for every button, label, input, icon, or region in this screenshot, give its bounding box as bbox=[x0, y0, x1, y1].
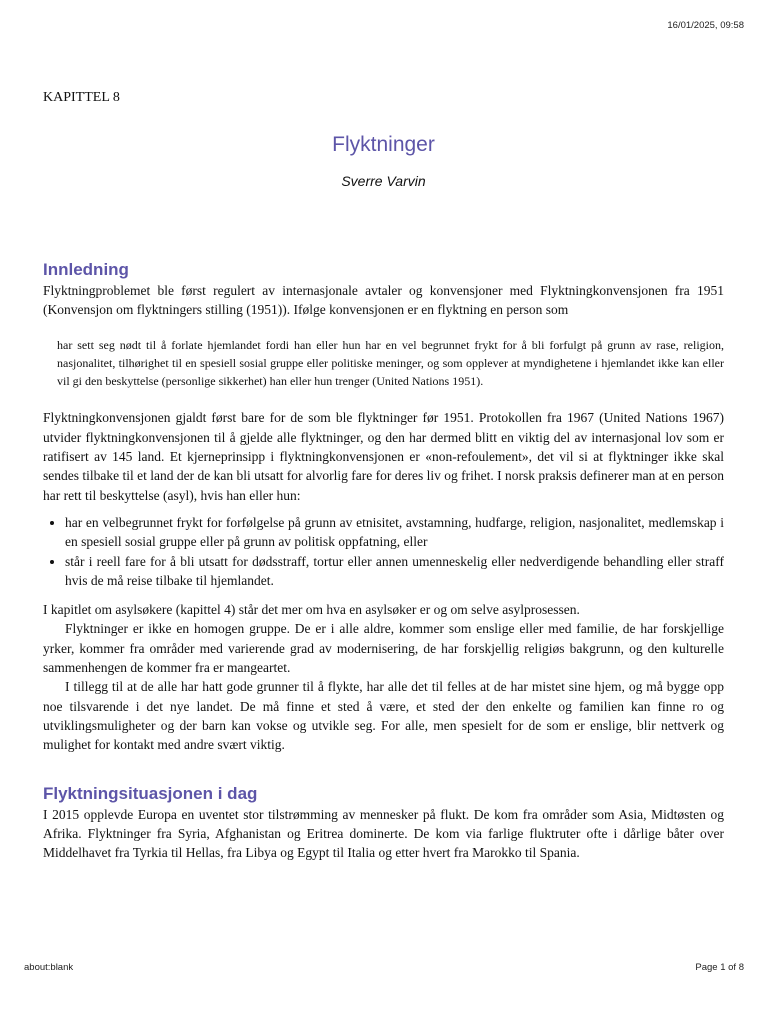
section-heading-innledning: Innledning bbox=[43, 259, 129, 279]
list-item: • har en velbegrunnet frykt for forfølgelse på grunn av etnisitet, avstamning, hudfarge, religion, nasjonalitet, medlemskap i en spesiell sosial gruppe eller på grunn av politisk oppfatning, eller bbox=[65, 513, 724, 552]
block-quote-definition: har sett seg nødt til å forlate hjemlandet fordi han eller hun har en vel begrunnet frykt for å bli forfulgt på grunn av rase, religion, nasjonalitet, tilhørighet til en spesiell sosial gruppe eller politiske meninger, og som opplever at myndighetene i hjemlandet ikke kan eller vil gi den beskyttelse (personlige sikkerhet) han eller hun trenger (United Nations 1951). bbox=[57, 338, 724, 389]
paragraph-intro: Flyktningproblemet ble først regulert av internasjonale avtaler og konvensjoner med Flyktningkonvensjonen fra 1951 (Konvensjon om flyktningers stilling (1951)). Ifølge konvensjonen er en flyktning en person som bbox=[43, 282, 724, 318]
chapter-label: KAPITTEL 8 bbox=[43, 90, 120, 105]
paragraph-asylum-reference: I kapitlet om asylsøkere (kapittel 4) står det mer om hva en asylsøker er og om selve asylprosessen. bbox=[43, 602, 580, 618]
paragraph-protocol: Flyktningkonvensjonen gjaldt først bare for de som ble flyktninger før 1951. Protokollen fra 1967 (United Nations 1967) utvider flyktningkonvensjonen til å gjelde alle flyktninger, og den har dermed blitt en viktig del av internasjonal lov som er ratifisert av 145 land. Et kjerneprinsipp i flyktningkonvensjonen er «non-refoulement», det vil si at flyktninger ikke skal sendes tilbake til et land der de kan bli utsatt for alvorlig fare for deres liv og frihet. I norsk praksis definerer man at en person har rett til beskyttelse (asyl), hvis han eller hun: bbox=[43, 410, 724, 503]
bullet-list-asylum-criteria bbox=[43, 513, 724, 590]
document-page bbox=[43, 88, 724, 862]
section-heading-situation-today: Flyktningsituasjonen i dag bbox=[43, 783, 258, 803]
author-name: Sverre Varvin bbox=[341, 172, 426, 189]
paragraph-heterogeneity: Flyktninger er ikke en homogen gruppe. De er i alle aldre, kommer som enslige eller med familie, de har forskjellige yrker, kommer fra områder med varierende grad av modernisering, de har forskjellig religiøs bakgrunn, og den kulturelle sammenhengen de kommer fra er mangeartet. bbox=[43, 621, 724, 676]
print-footer-url: about:blank bbox=[24, 962, 74, 973]
print-header-datetime: 16/01/2025, 09:58 bbox=[667, 20, 744, 31]
list-item: • står i reell fare for å bli utsatt for dødsstraff, tortur eller annen umenneskelig eller nedverdigende behandling eller straff hvis de må reise tilbake til hjemlandet. bbox=[65, 552, 724, 591]
paragraph-europe-2015: I 2015 opplevde Europa en uventet stor tilstrømming av mennesker på flukt. De kom fra områder som Asia, Midtøsten og Afrika. Flyktninger fra Syria, Afghanistan og Eritrea dominerte. De kom via farlige fluktruter ofte i dårlige båter over Middelhavet fra Tyrkia til Hellas, fra Libya og Egypt til Italia og etter hvert fra Marokko til Spania. bbox=[43, 806, 724, 861]
document-title: Flyktninger bbox=[332, 133, 435, 157]
paragraph-networks: I tillegg til at de alle har hatt gode grunner til å flykte, har alle det til felles at de har mistet sine hjem, og må bygge opp noe tilsvarende i det nye landet. De må finne et sted å være, et sted der den enkelte og familien kan finne ro og utviklingsmuligheter og der barn kan vokse og utvikle seg. For alle, men spesielt for de som er enslige, blir nettverk og mulighet for kontakt med andre svært viktig. bbox=[43, 679, 724, 753]
print-footer-page-number: Page 1 of 8 bbox=[695, 962, 744, 973]
